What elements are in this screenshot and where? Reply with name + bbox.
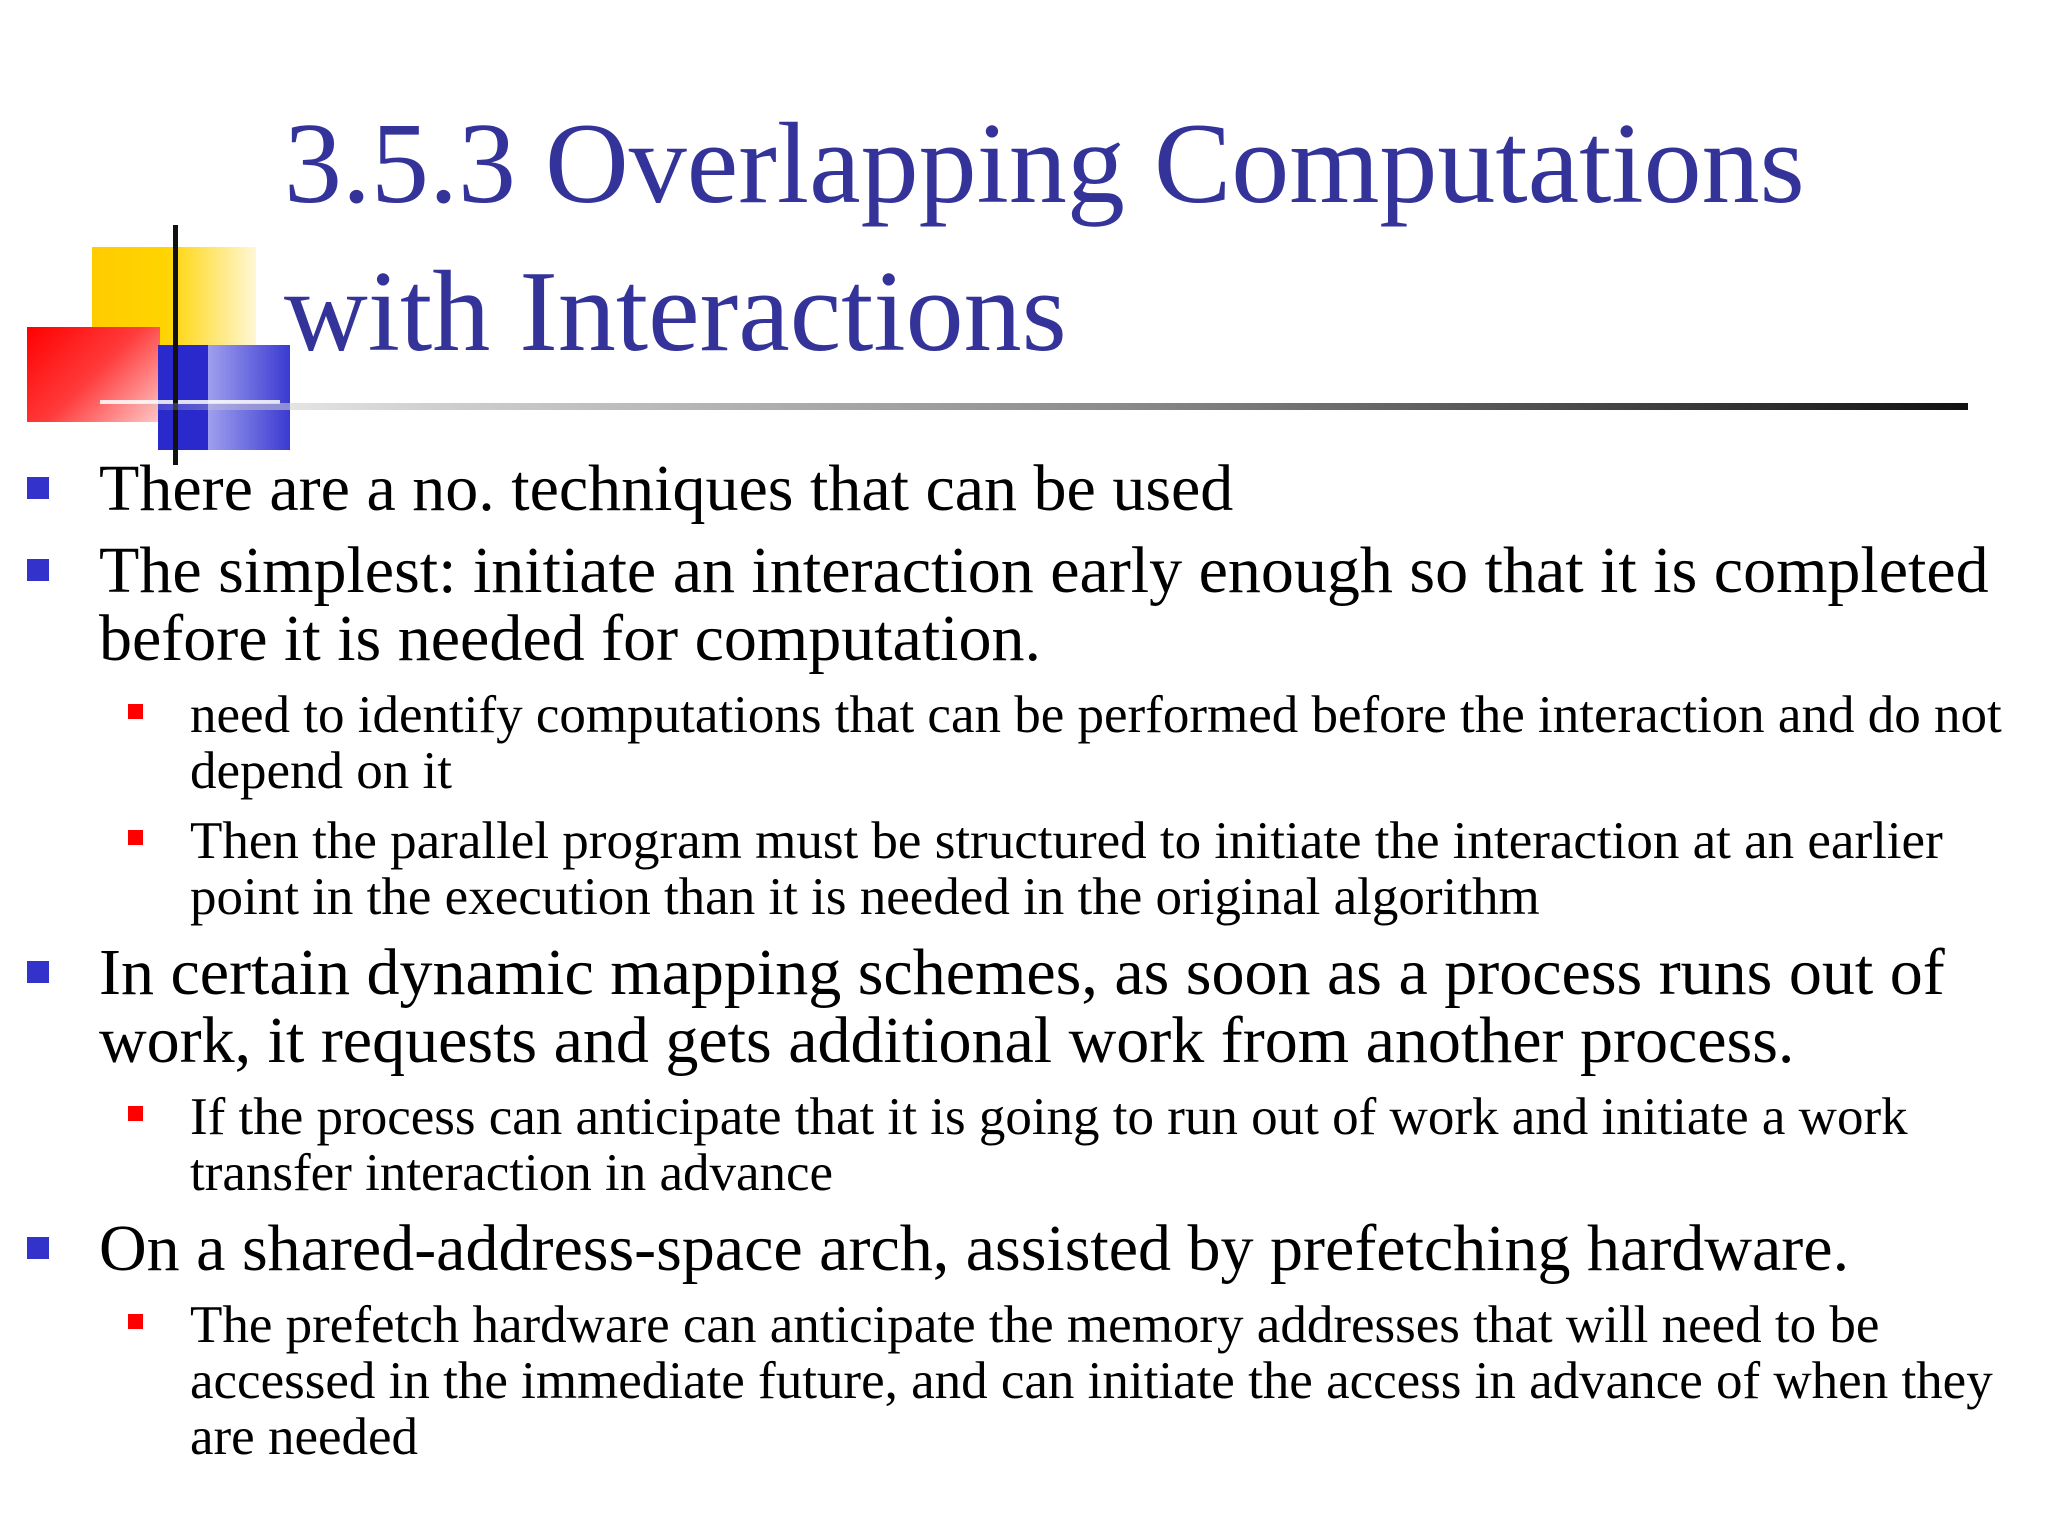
logo-vertical-line [173,225,178,465]
bullet-list [0,452,2048,1466]
square-bullet-icon [128,830,143,845]
sub-bullet-item [0,1089,2048,1201]
bullet-text: In certain dynamic mapping schemes, as soon as a process runs out of work, it requests and gets additional work from another process. [99,936,1945,1077]
square-bullet-icon [27,961,49,983]
bullet-text: There are a no. techniques that can be used [99,452,1234,525]
title-line-2: with Interactions [284,248,1067,376]
bullet-item [0,452,2048,525]
sub-bullet-text: need to identify computations that can be performed before the interaction and do not depend on it [190,686,2002,800]
slide-title [284,90,2024,386]
square-bullet-icon [128,1106,143,1121]
sub-bullet-text: If the process can anticipate that it is going to run out of work and initiate a work transfer interaction in advance [190,1088,1908,1202]
bullet-item [0,1212,2048,1285]
blue-square-dark [158,345,208,450]
sub-bullet-item [0,687,2048,799]
square-bullet-icon [128,1314,143,1329]
blue-square-gradient [208,345,290,450]
square-bullet-icon [27,1237,49,1259]
sub-bullet-text: The prefetch hardware can anticipate the memory addresses that will need to be accessed in the immediate future, and can initiate the access in advance of when they are needed [190,1296,1993,1466]
title-line-1: 3.5.3 Overlapping Computations [284,100,1805,228]
bullet-item [0,534,2048,675]
sub-bullet-text: Then the parallel program must be structured to initiate the interaction at an earlier point in the execution than it is needed in the original algorithm [190,812,1943,926]
bullet-text: On a shared-address-space arch, assisted by prefetching hardware. [99,1212,1850,1285]
square-bullet-icon [27,477,49,499]
bullet-item [0,936,2048,1077]
bullet-text: The simplest: initiate an interaction early enough so that it is completed before it is needed for computation. [99,534,1989,675]
square-bullet-icon [128,704,143,719]
square-bullet-icon [27,559,49,581]
sub-bullet-item [0,1297,2048,1465]
sub-bullet-item [0,813,2048,925]
title-underline [100,403,1968,410]
